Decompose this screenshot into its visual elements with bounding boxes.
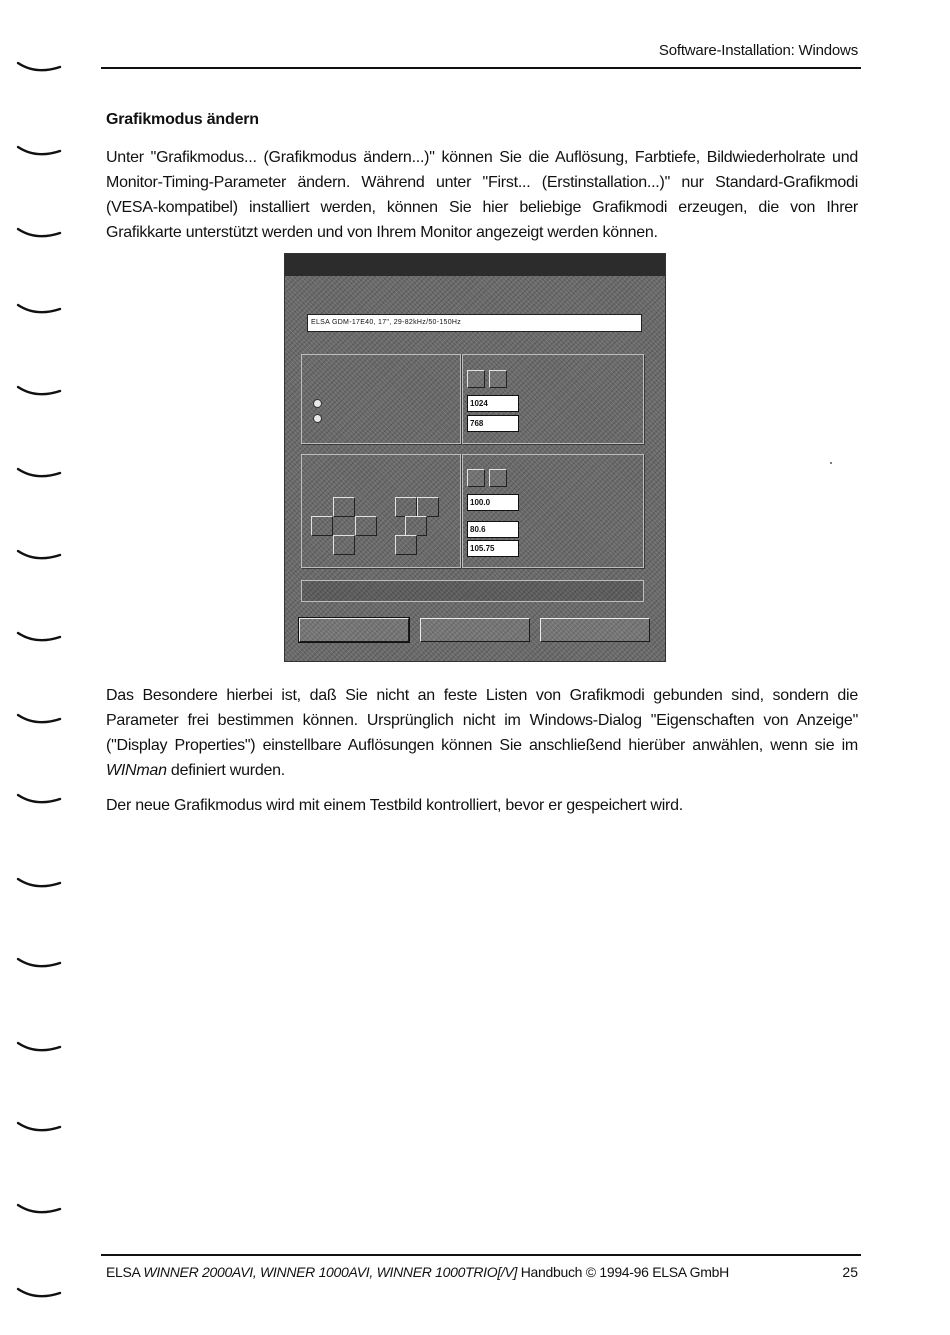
paragraph-special xyxy=(106,683,858,783)
punch-mark xyxy=(16,226,62,242)
arrow-pad-button xyxy=(395,497,417,517)
timing-value-field-3: 105.75 xyxy=(467,540,519,557)
header-rule xyxy=(101,67,861,69)
punch-mark xyxy=(16,792,62,808)
dialog-titlebar xyxy=(285,254,665,276)
punch-mark xyxy=(16,144,62,160)
footer-rule xyxy=(101,1254,861,1256)
speck xyxy=(830,462,832,464)
punch-mark xyxy=(16,1286,62,1302)
graphics-mode-dialog-screenshot xyxy=(284,253,666,662)
running-head: Software-Installation: Windows xyxy=(658,42,858,59)
arrow-pad-button xyxy=(405,516,427,536)
punch-mark xyxy=(16,1040,62,1056)
dialog-button-2 xyxy=(420,618,530,642)
dialog-button-3 xyxy=(540,618,650,642)
spin-button xyxy=(467,370,485,388)
spin-button xyxy=(489,370,507,388)
punch-mark xyxy=(16,60,62,76)
section-title: Grafikmodus ändern xyxy=(106,111,259,128)
width-value-field: 1024 xyxy=(467,395,519,412)
spin-button xyxy=(467,469,485,487)
punch-mark xyxy=(16,630,62,646)
punch-mark xyxy=(16,712,62,728)
timing-value-field-1: 100.0 xyxy=(467,494,519,511)
radio-option-1 xyxy=(313,399,322,408)
footer-products: WINNER 2000AVI, WINNER 1000AVI, WINNER 1000TRIO[/V] xyxy=(143,1264,518,1280)
punch-mark xyxy=(16,1120,62,1136)
arrow-pad-button xyxy=(311,516,333,536)
paragraph-special-end: definiert wurden. xyxy=(166,762,285,779)
arrow-pad-button xyxy=(417,497,439,517)
height-value-field: 768 xyxy=(467,415,519,432)
paragraph-special-text: Das Besondere hierbei ist, daß Sie nicht an feste Listen von Grafikmodi gebunden sind, sondern die Parameter frei bestimmen können. Ursprünglich nicht im Windows-Dialog "Eigenschaften von Anzeige" ("Display Properties") einstellbare Auflösungen können Sie anschließend hierüber anwählen, wenn sie im xyxy=(106,687,858,754)
footer-prefix: ELSA xyxy=(106,1264,144,1280)
punch-mark xyxy=(16,1202,62,1218)
monitor-field: ELSA GDM-17E40, 17", 29-82kHz/50-150Hz xyxy=(307,314,642,332)
arrow-pad-button xyxy=(333,497,355,517)
punch-mark-column xyxy=(16,0,66,1335)
arrow-pad-button xyxy=(355,516,377,536)
dialog-button-1 xyxy=(299,618,409,642)
group-box-left-top xyxy=(301,354,461,444)
radio-option-2 xyxy=(313,414,322,423)
spin-button xyxy=(489,469,507,487)
punch-mark xyxy=(16,302,62,318)
winman-term: WINman xyxy=(106,762,167,779)
page-number: 25 xyxy=(842,1264,858,1280)
arrow-pad-button xyxy=(333,535,355,555)
paragraph-intro: Unter "Grafikmodus... (Grafikmodus ändern...)" können Sie die Auflösung, Farbtiefe, Bildwiederholrate und Monitor-Timing-Parameter ändern. Während unter "First... (Erstinstallation...)" nur Standard-Grafikmodi (VESA-kompatibel) installiert werden, können Sie hier beliebige Grafikmodi erzeugen, die von Ihrer Grafikkarte unterstützt werden und von Ihrem Monitor angezeigt werden können. xyxy=(106,149,858,241)
punch-mark xyxy=(16,956,62,972)
punch-mark xyxy=(16,876,62,892)
paragraph-testimage: Der neue Grafikmodus wird mit einem Testbild kontrolliert, bevor er gespeichert wird. xyxy=(106,797,683,814)
footer-text xyxy=(106,1264,858,1280)
punch-mark xyxy=(16,466,62,482)
status-bar xyxy=(301,580,644,602)
punch-mark xyxy=(16,548,62,564)
punch-mark xyxy=(16,384,62,400)
arrow-pad-button xyxy=(395,535,417,555)
footer-suffix: Handbuch © 1994-96 ELSA GmbH xyxy=(517,1264,729,1280)
timing-value-field-2: 80.6 xyxy=(467,521,519,538)
